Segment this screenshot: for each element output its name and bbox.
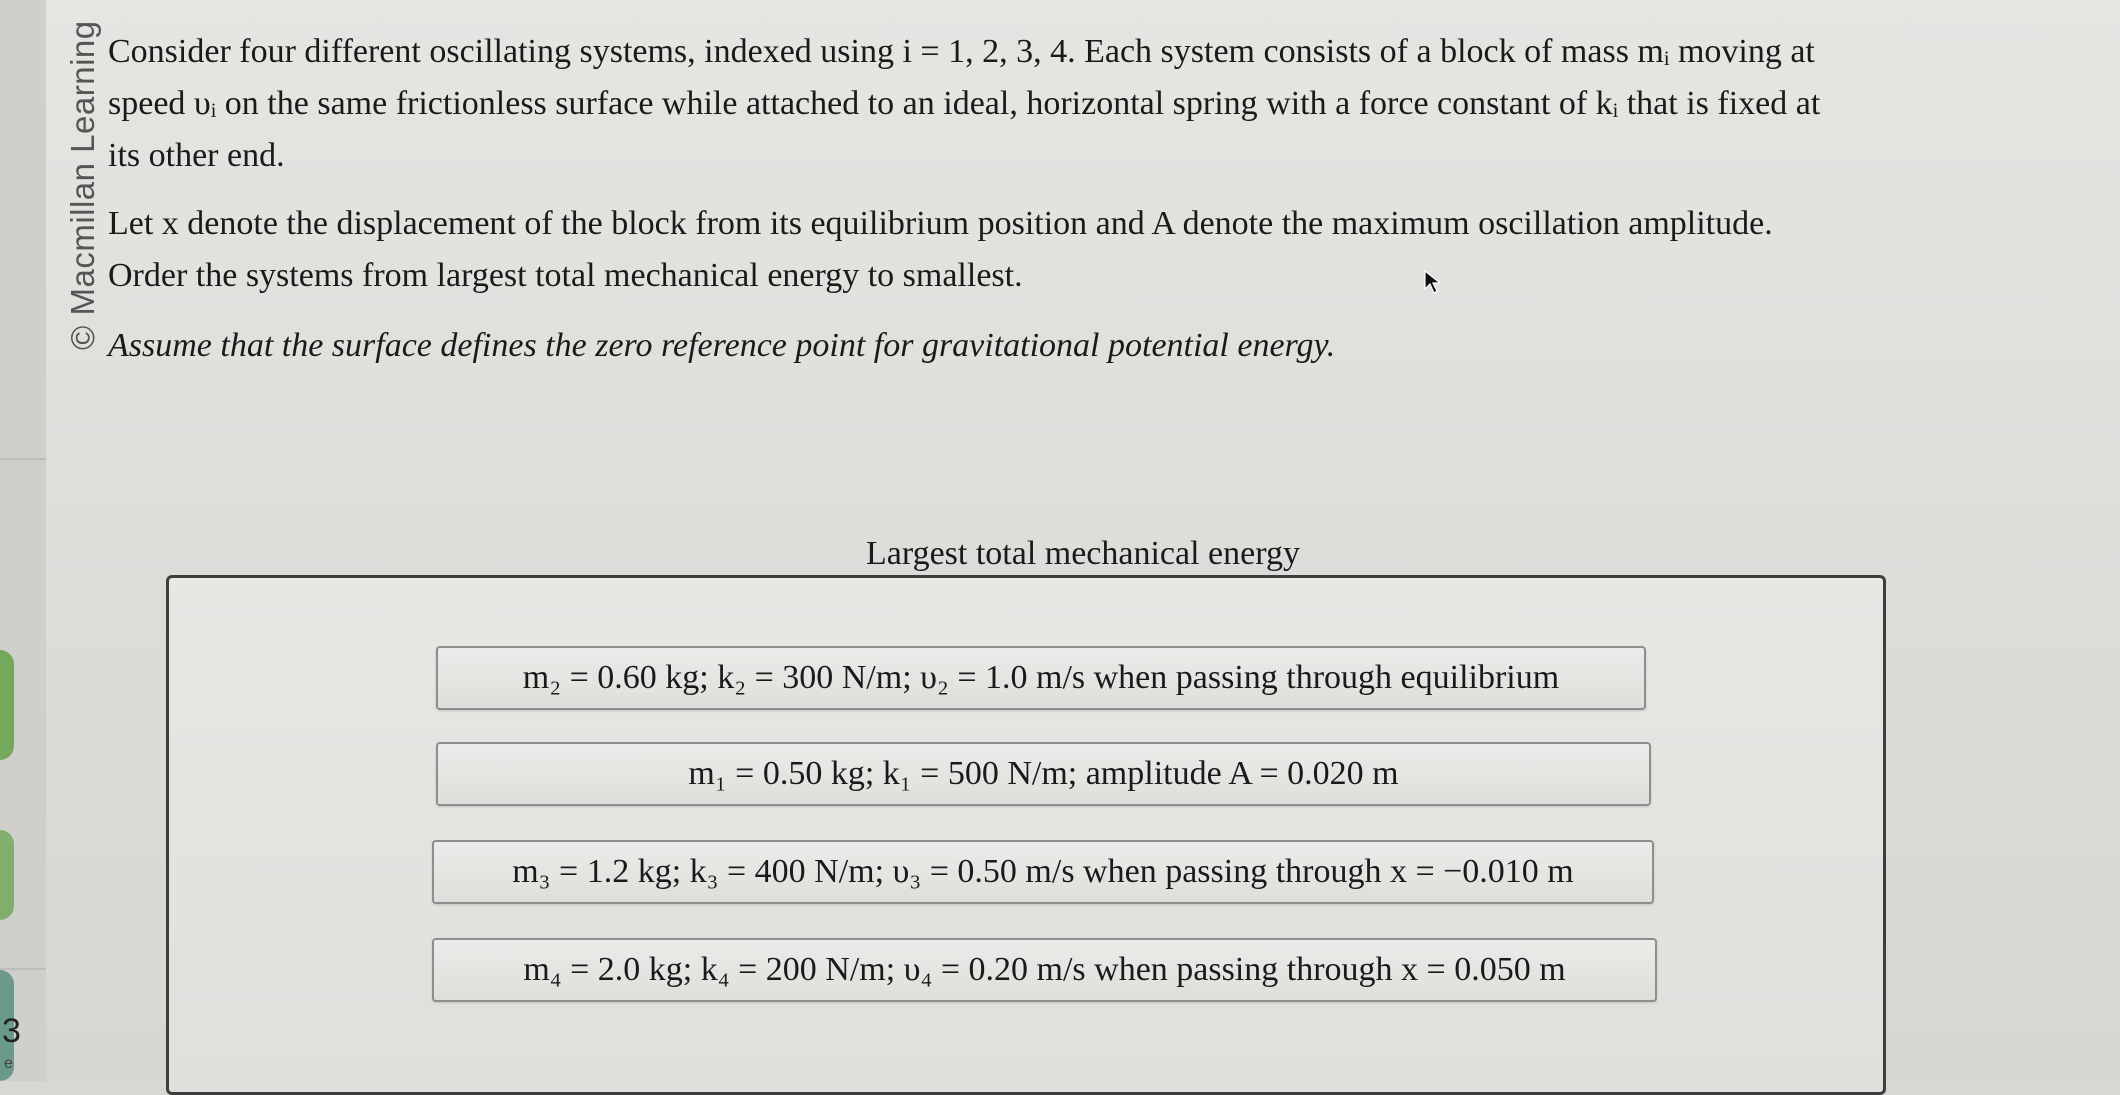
intro-line: its other end. — [108, 137, 285, 174]
problem-intro — [108, 26, 1968, 182]
ranking-item-system-2[interactable]: m₂ = 0.60 kg; k₂ = 300 N/m; υ₂ = 1.0 m/s when passing through equilibrium — [436, 646, 1646, 710]
ranking-item-system-4[interactable]: m₄ = 2.0 kg; k₄ = 200 N/m; υ₄ = 0.20 m/s when passing through x = 0.050 m — [432, 938, 1657, 1002]
edge-glyph-small: e — [4, 1055, 13, 1072]
problem-instruction — [108, 198, 1968, 302]
left-edge-strip — [0, 0, 46, 1081]
ranking-top-label: Largest total mechanical energy — [866, 535, 1300, 572]
edge-glyph: 3 — [2, 1012, 21, 1050]
ranking-item-system-1[interactable]: m₁ = 0.50 kg; k₁ = 500 N/m; amplitude A = 0.020 m — [436, 742, 1651, 806]
arrow-cursor-icon — [1423, 269, 1445, 295]
question-page — [46, 0, 2120, 1081]
instruction-line: Let x denote the displacement of the block from its equilibrium position and A denote the maximum oscillation amplitude. — [108, 205, 1773, 242]
ranking-item-system-3[interactable]: m₃ = 1.2 kg; k₃ = 400 N/m; υ₃ = 0.50 m/s when passing through x = −0.010 m — [432, 840, 1654, 904]
instruction-line: Order the systems from largest total mechanical energy to smallest. — [108, 257, 1023, 294]
problem-assumption: Assume that the surface defines the zero reference point for gravitational potential energy. — [108, 327, 1336, 364]
divider — [0, 458, 46, 460]
nav-accent[interactable] — [0, 650, 14, 760]
intro-line: Consider four different oscillating systems, indexed using i = 1, 2, 3, 4. Each system consists of a block of mass mᵢ moving at — [108, 33, 1815, 70]
copyright-watermark: © Macmillan Learning — [64, 20, 101, 350]
divider — [0, 968, 46, 970]
intro-line: speed υᵢ on the same frictionless surface while attached to an ideal, horizontal spring with a force constant of kᵢ that is fixed at — [108, 85, 1821, 122]
nav-accent[interactable] — [0, 830, 14, 920]
